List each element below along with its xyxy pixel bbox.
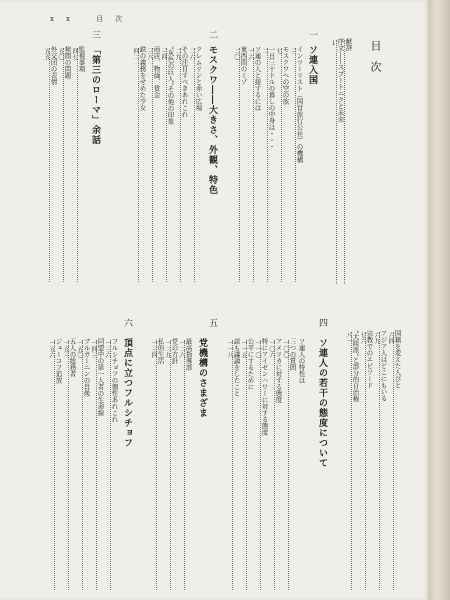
toc-entry[interactable] — [160, 46, 174, 284]
toc-title: 目次 — [369, 40, 382, 82]
toc-entry[interactable] — [226, 338, 240, 592]
toc-entry-label: “灰色の巨人”その他の印象 — [166, 46, 175, 125]
toc-entry[interactable] — [150, 338, 164, 592]
toc-entry[interactable] — [282, 338, 296, 592]
toc-leader — [156, 340, 157, 590]
toc-entry-label: 商店、物価、賃金 — [152, 46, 161, 98]
toc-entry-page: 一〇六 — [268, 340, 275, 358]
toc-leader — [232, 340, 233, 590]
toc-entry[interactable] — [71, 46, 85, 284]
toc-entry-label: モスクワへの空の旅 — [281, 46, 290, 105]
toc-leader — [274, 340, 275, 590]
toc-entry-page: 一三四 — [150, 340, 157, 358]
toc-entry-label: アメリカに対する態度 — [274, 338, 283, 403]
toc-entry-label: 東西間のミゾ — [239, 46, 248, 85]
toc-leader — [49, 48, 50, 282]
toc-entry[interactable] — [76, 338, 90, 592]
toc-leader — [194, 48, 195, 282]
toc-entry[interactable] — [188, 46, 202, 284]
toc-entry-label: 鉄の義務をせめた少女 — [138, 46, 147, 111]
toc-leader — [110, 340, 111, 590]
toc-entry-label: 談も議論をしたこと — [232, 338, 241, 397]
toc-leader — [267, 48, 268, 282]
toc-leader — [170, 340, 171, 590]
toc-entry[interactable] — [373, 330, 387, 592]
toc-entry[interactable] — [233, 46, 247, 284]
toc-leader — [246, 340, 247, 590]
toc-entry-page: 三四 — [160, 48, 167, 60]
section-number: 三 — [90, 30, 100, 39]
toc-entry-page: 六四 — [387, 332, 394, 344]
toc-entry[interactable] — [359, 330, 373, 592]
toc-entry-label: 監視事項 — [77, 46, 86, 72]
toc-entry-label: 五人の総務者 — [68, 338, 77, 377]
toc-entry[interactable] — [43, 46, 57, 284]
toc-leader — [184, 340, 185, 590]
section-heading: 「第三のローマ」余話 — [90, 45, 100, 145]
toc-entry[interactable] — [164, 338, 178, 592]
toc-entry[interactable] — [240, 338, 254, 592]
toc-leader — [180, 48, 181, 282]
toc-entry[interactable] — [62, 338, 76, 592]
toc-leader — [295, 48, 296, 282]
section-heading: モスクワ――大きさ、外観、特色 — [207, 45, 217, 195]
toc-entry-page: 一六 — [247, 48, 254, 60]
running-header — [50, 14, 134, 24]
toc-entry[interactable] — [57, 46, 71, 284]
toc-leader — [393, 332, 394, 590]
toc-entry[interactable] — [48, 338, 62, 592]
toc-entry-label: “大陸派”と部分的自治権 — [351, 330, 360, 402]
toc-entry-page: 二 — [261, 48, 268, 54]
toc-entry-page: 八一 — [345, 332, 352, 344]
section-number: 四 — [317, 318, 327, 327]
toc-entry[interactable] — [387, 330, 401, 592]
toc-leader — [260, 340, 261, 590]
toc-entry-page: 二〇 — [233, 48, 240, 60]
toc-leader — [63, 48, 64, 282]
toc-entry-page: 一二九 — [164, 340, 171, 358]
toc-entry-label: ソ連人の特性は — [297, 338, 306, 384]
toc-entry-page: 七六 — [359, 332, 366, 344]
toc-entry-label: 私的生活 — [156, 338, 165, 364]
toc-entry-page: 四二 — [132, 48, 139, 60]
toc-leader — [68, 340, 69, 590]
toc-entry-label: インツーリスト（国営旅行公社）の機構 — [295, 46, 304, 163]
toc-entry-page: 一一五 — [240, 340, 247, 358]
section-number: 六 — [122, 318, 132, 327]
page-edge — [428, 0, 450, 600]
toc-entry[interactable] — [289, 46, 303, 284]
toc-leader — [54, 340, 55, 590]
toc-entry-label: フルシチョフの個性あれこれ — [110, 338, 119, 423]
toc-entry[interactable] — [247, 46, 261, 284]
toc-entry-page: 二九 — [174, 48, 181, 60]
toc-entry[interactable] — [178, 338, 192, 592]
toc-entry-label: 三つの質問 — [288, 338, 297, 371]
toc-entry[interactable] — [174, 46, 188, 284]
toc-entry-page: 一五六 — [48, 340, 55, 358]
toc-entry[interactable] — [132, 46, 146, 284]
toc-entry[interactable] — [261, 46, 275, 284]
toc-entry-label: 検閲の問題 — [63, 46, 72, 79]
toc-leader — [365, 332, 366, 590]
section-number: 五 — [207, 318, 217, 327]
toc-leader — [96, 340, 97, 590]
toc-entry[interactable] — [104, 338, 118, 592]
toc-leader — [281, 48, 282, 282]
toc-entry-label: 一日三十ドルの暮しの中身は・・・ — [267, 46, 276, 150]
toc-leader — [239, 48, 240, 282]
toc-entry-page: 六九 — [373, 332, 380, 344]
toc-entry[interactable] — [345, 330, 359, 592]
toc-entry-label: 宗教でのエピソード — [365, 330, 374, 389]
toc-entry-page: 三 — [289, 48, 296, 54]
toc-leader — [138, 48, 139, 282]
toc-entry-page: ⅰ — [330, 40, 337, 47]
section-heading: ソ連人の若干の態度について — [317, 338, 327, 468]
toc-leader — [152, 48, 153, 282]
toc-entry-page: 二六 — [188, 48, 195, 60]
toc-entry-label: クレムリンと赤い広場 — [194, 46, 203, 111]
toc-entry-page: 五五 — [43, 48, 50, 60]
toc-entry-label: ソ連の人と接するには — [253, 46, 262, 111]
toc-entry[interactable] — [330, 38, 344, 286]
toc-entry[interactable] — [254, 338, 268, 592]
toc-entry-page: 一五〇 — [76, 340, 83, 358]
toc-entry-page: 一二六 — [178, 340, 185, 358]
toc-leader — [336, 40, 337, 284]
section-number: 二 — [207, 30, 217, 39]
header-page-number: xx — [50, 15, 82, 23]
toc-entry-label: 献辞 — [344, 38, 353, 51]
toc-leader — [166, 48, 167, 282]
toc-entry-page: 一一〇 — [254, 340, 261, 358]
toc-entry-label: ジューコフ追放 — [54, 338, 63, 384]
toc-entry-label: 序文――スプートニクと未来 — [336, 38, 345, 123]
toc-entry[interactable] — [268, 338, 282, 592]
toc-leader — [77, 48, 78, 282]
toc-entry-page: 一五三 — [62, 340, 69, 358]
toc-entry[interactable] — [344, 38, 352, 286]
toc-entry-label: その注目すべきあれこれ — [180, 46, 189, 118]
section-heading: ソ連入国 — [307, 45, 317, 85]
toc-leader — [351, 332, 352, 590]
toc-leader — [253, 48, 254, 282]
toc-entry-page: 三八 — [146, 48, 153, 60]
toc-leader — [288, 340, 289, 590]
toc-entry-page: 五〇 — [57, 48, 64, 60]
toc-entry-page: 四七 — [71, 48, 78, 60]
toc-entry-page: 七 — [275, 48, 282, 54]
toc-entry-page: 一四三 — [90, 340, 97, 358]
section-number: 一 — [307, 30, 317, 39]
toc-entry-label: 最高指導部 — [184, 338, 193, 371]
toc-entry-label: アジア人はどこにもいる — [379, 330, 388, 402]
toc-entry-label: 特にアイゼンハワーに対する態度 — [260, 338, 269, 436]
toc-entry[interactable] — [146, 46, 160, 284]
toc-leader — [379, 332, 380, 590]
toc-entry-label: ブルガーニンの肖像 — [82, 338, 91, 397]
toc-entry-label: 党の方針 — [170, 338, 179, 364]
section-heading: 頂点に立つフルシチョフ — [122, 338, 132, 448]
toc-entry-page: 一〇〇 — [282, 340, 289, 358]
toc-entry-label: 国籍を変えた人びと — [393, 330, 402, 389]
toc-entry[interactable] — [275, 46, 289, 284]
toc-entry-page: 一一八 — [226, 340, 233, 358]
header-label: 目次 — [96, 15, 135, 23]
section-heading: 党機構のさまざま — [197, 338, 207, 418]
toc-entry-page: 一三六 — [104, 340, 111, 358]
toc-entry[interactable] — [90, 338, 104, 592]
toc-entry-label: 公平にするために — [246, 338, 255, 390]
toc-entry-label: 同盟中の第一人者の生命線 — [96, 338, 105, 416]
toc-entry-label: 外交団の表情 — [49, 46, 58, 85]
toc-leader — [82, 340, 83, 590]
